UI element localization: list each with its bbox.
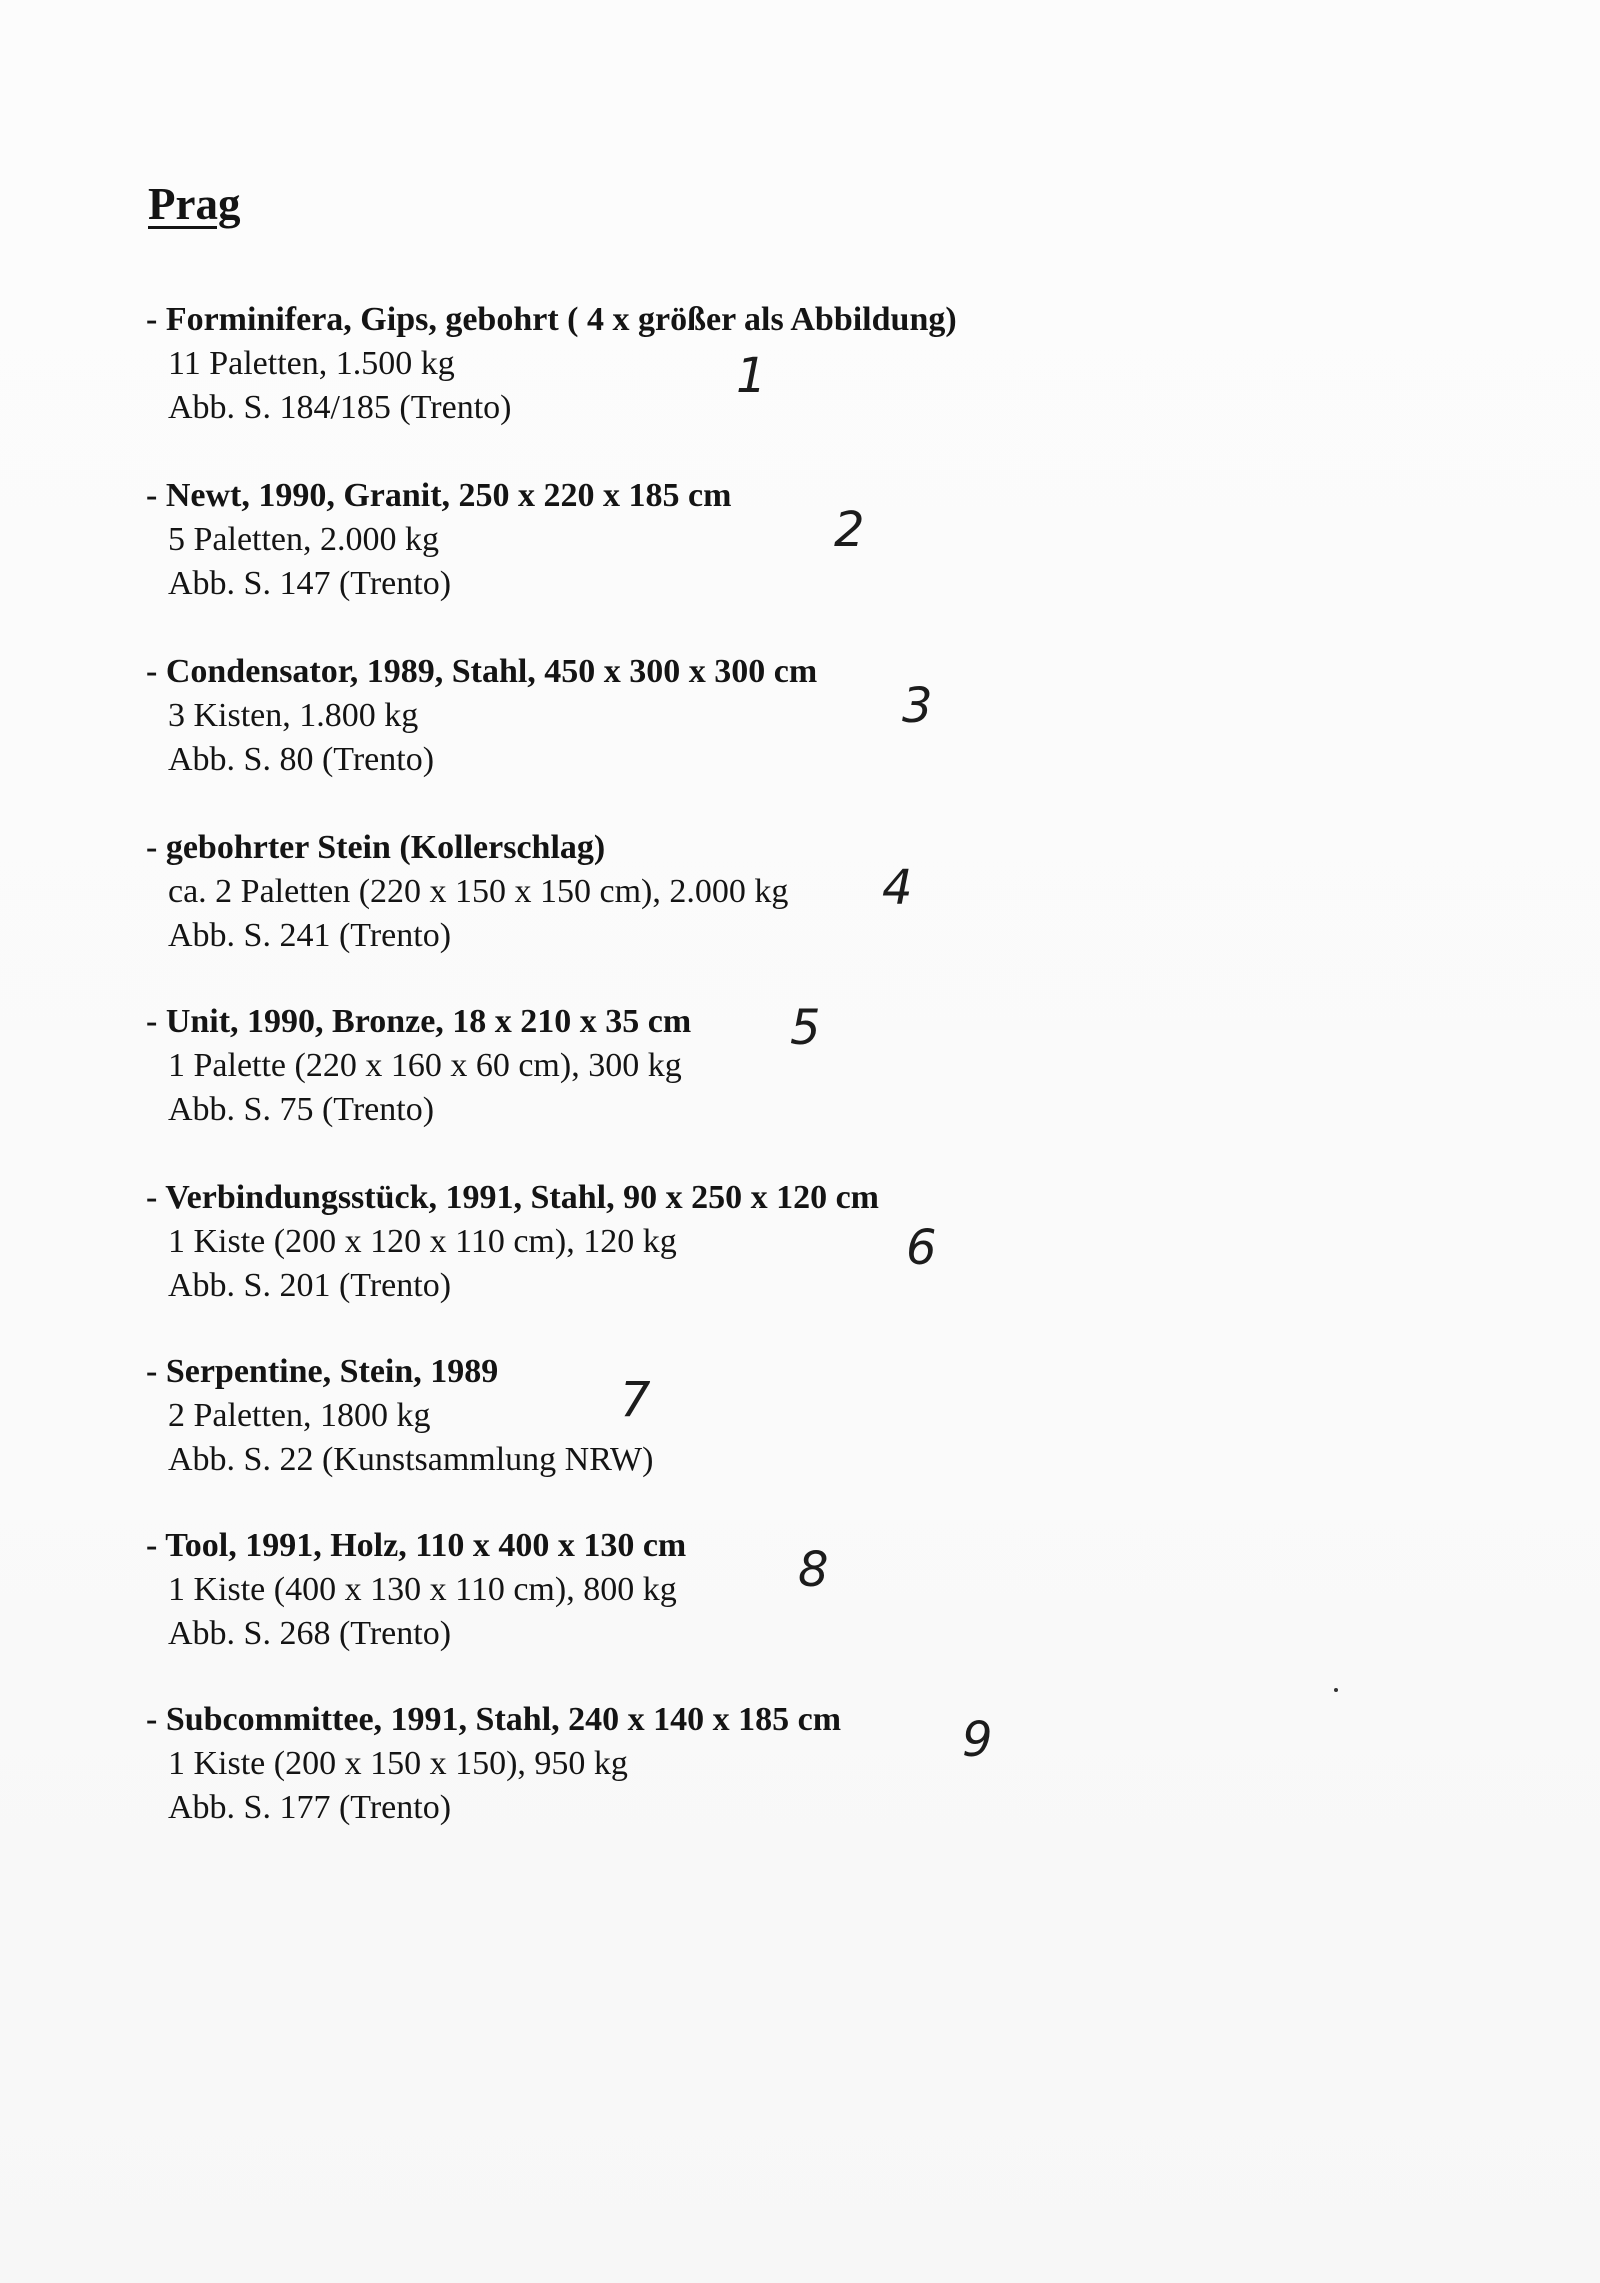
entry-reference: Abb. S. 201 (Trento) <box>168 1267 452 1304</box>
handwritten-number: 8 <box>798 1542 829 1598</box>
entry-heading: - Serpentine, Stein, 1989 <box>146 1353 499 1390</box>
list-item <box>0 1178 1600 1348</box>
list-item <box>0 828 1600 998</box>
handwritten-number: 5 <box>790 1000 821 1056</box>
entry-heading: - Condensator, 1989, Stahl, 450 x 300 x 300 cm <box>146 653 818 690</box>
entry-reference: Abb. S. 75 (Trento) <box>168 1091 435 1128</box>
entry-heading: - gebohrter Stein (Kollerschlag) <box>146 829 606 866</box>
entry-detail: 3 Kisten, 1.800 kg <box>168 697 419 734</box>
entry-detail: 2 Paletten, 1800 kg <box>168 1397 431 1434</box>
entry-reference: Abb. S. 241 (Trento) <box>168 917 452 954</box>
list-item <box>0 476 1600 646</box>
entry-heading: - Tool, 1991, Holz, 110 x 400 x 130 cm <box>146 1527 687 1564</box>
list-item <box>0 1002 1600 1172</box>
entry-heading: - Newt, 1990, Granit, 250 x 220 x 185 cm <box>146 477 732 514</box>
entry-reference: Abb. S. 268 (Trento) <box>168 1615 452 1652</box>
entry-reference: Abb. S. 147 (Trento) <box>168 565 452 602</box>
handwritten-number: 1 <box>736 348 767 404</box>
page-title: Prag <box>148 179 241 229</box>
list-item <box>0 1352 1600 1522</box>
list-item <box>0 652 1600 822</box>
entry-detail: 1 Palette (220 x 160 x 60 cm), 300 kg <box>168 1047 682 1084</box>
list-item <box>0 1700 1600 1870</box>
entry-heading: - Unit, 1990, Bronze, 18 x 210 x 35 cm <box>146 1003 692 1040</box>
entry-heading: - Verbindungsstück, 1991, Stahl, 90 x 250 x 120 cm <box>146 1179 880 1216</box>
handwritten-number: 6 <box>906 1220 937 1276</box>
entry-reference: Abb. S. 184/185 (Trento) <box>168 389 512 426</box>
list-item <box>0 300 1600 470</box>
entry-detail: 1 Kiste (400 x 130 x 110 cm), 800 kg <box>168 1571 677 1608</box>
entry-detail: 1 Kiste (200 x 120 x 110 cm), 120 kg <box>168 1223 677 1260</box>
entry-heading: - Subcommittee, 1991, Stahl, 240 x 140 x 185 cm <box>146 1701 842 1738</box>
list-item <box>0 1526 1600 1696</box>
entry-detail: 1 Kiste (200 x 150 x 150), 950 kg <box>168 1745 628 1782</box>
entry-detail: 11 Paletten, 1.500 kg <box>168 345 455 382</box>
handwritten-number: 9 <box>962 1712 993 1768</box>
entry-detail: ca. 2 Paletten (220 x 150 x 150 cm), 2.000 kg <box>168 873 789 910</box>
entry-detail: 5 Paletten, 2.000 kg <box>168 521 440 558</box>
handwritten-number: 4 <box>882 860 913 916</box>
entry-reference: Abb. S. 22 (Kunstsammlung NRW) <box>168 1441 654 1478</box>
handwritten-number: 7 <box>620 1372 651 1428</box>
entry-reference: Abb. S. 177 (Trento) <box>168 1789 452 1826</box>
entry-reference: Abb. S. 80 (Trento) <box>168 741 435 778</box>
scan-speck <box>1334 1688 1338 1692</box>
handwritten-number: 3 <box>902 678 933 734</box>
entry-heading: - Forminifera, Gips, gebohrt ( 4 x größer als Abbildung) <box>146 301 957 338</box>
handwritten-number: 2 <box>834 502 865 558</box>
